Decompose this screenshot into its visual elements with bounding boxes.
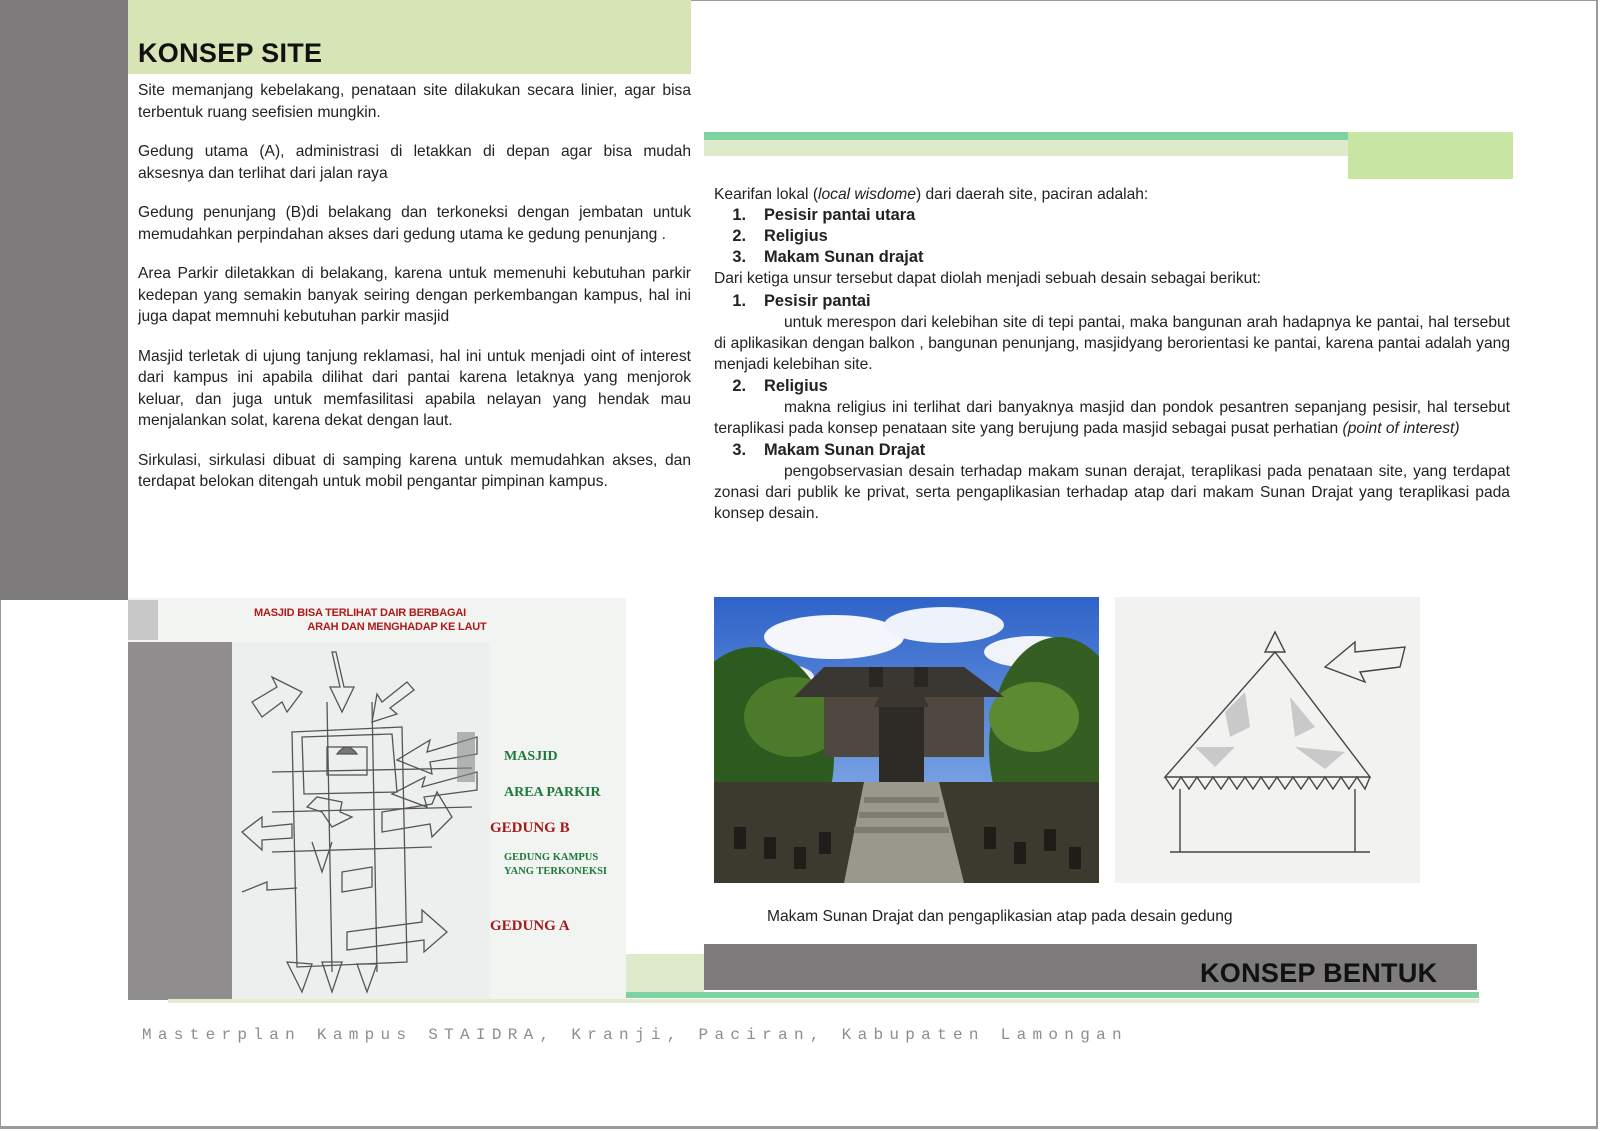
design-item-heading: [714, 440, 1510, 461]
site-paragraph: Gedung penunjang (B)di belakang dan terkoneksi dengan jembatan untuk memudahkan perpindahan akses dari gedung utama ke gedung penunjang .: [138, 204, 691, 243]
accent-light-band: [704, 140, 1348, 156]
section-title-site: KONSEP SITE: [138, 38, 323, 68]
list-label: Religius: [764, 227, 828, 245]
design-item-text: untuk merespon dari kelebihan site di tepi pantai, maka bangunan arah hadapnya ke pantai, hal tersebut di aplikasikan dengan balkon , bangunan penunjang, masjidyang berorientasi ke pantai, karena pantai adalah yang menjadi kelebihan site.: [714, 314, 1510, 373]
item-label: Religius: [764, 377, 828, 395]
item-number: 1.: [732, 292, 746, 310]
label-area-parkir: AREA PARKIR: [504, 785, 601, 800]
sketch-gray-strip: [128, 642, 232, 1000]
bottom-light-line: [168, 999, 1479, 1003]
site-description: [138, 80, 691, 511]
label-gedung-kampus-line: YANG TERKONEKSI: [504, 866, 607, 877]
makam-sunan-drajat-photo: [714, 597, 1099, 883]
item-number: 3.: [732, 441, 746, 459]
section-title-bentuk: KONSEP BENTUK: [1200, 958, 1438, 988]
label-gedung-kampus: [504, 851, 607, 879]
intro-text: ) dari daerah site, paciran adalah:: [915, 186, 1149, 203]
list-item: [714, 205, 1510, 226]
label-gedung-b: GEDUNG B: [490, 820, 570, 836]
site-paragraph: Site memanjang kebelakang, penataan site dilakukan secara linier, agar bisa terbentuk ruang seefisien mungkin.: [138, 82, 691, 121]
list-number: 2.: [732, 227, 746, 245]
list-number: 3.: [732, 248, 746, 266]
sketch-caption-line: ARAH DAN MENGHADAP KE LAUT: [307, 621, 487, 633]
label-masjid: MASJID: [504, 749, 558, 764]
intro-text: Kearifan lokal (: [714, 186, 819, 203]
footer-project-title: Masterplan Kampus STAIDRA, Kranji, Paciran, Kabupaten Lamongan: [142, 1026, 1128, 1044]
list-label: Pesisir pantai utara: [764, 206, 916, 224]
site-plan-sketch: [232, 642, 490, 1000]
design-item-heading: [714, 291, 1510, 312]
list-item: [714, 226, 1510, 247]
left-gray-bar: [0, 0, 128, 600]
design-item-text: [714, 397, 1510, 439]
site-paragraph: Gedung utama (A), administrasi di letakkan di depan agar bisa mudah aksesnya dan terlihat dari jalan raya: [138, 143, 691, 182]
list-label: Makam Sunan drajat: [764, 248, 924, 266]
bottom-green-line: [626, 992, 1479, 998]
photo-caption: Makam Sunan Drajat dan pengaplikasian atap pada desain gedung: [767, 908, 1233, 925]
item-label: Makam Sunan Drajat: [764, 441, 926, 459]
item-label: Pesisir pantai: [764, 292, 871, 310]
item-italic: (point of interest): [1342, 420, 1460, 437]
site-paragraph: Area Parkir diletakkan di belakang, karena untuk memenuhi kebutuhan parkir kedepan yang semakin banyak seiring dengan perkembangan kampus, hal ini juga dapat memnuhi kebutuhan parkir masjid: [138, 265, 691, 325]
list-item: [714, 247, 1510, 268]
intro-italic: local wisdome: [818, 186, 916, 203]
sketch-caption: [160, 606, 560, 634]
accent-green-block: [1348, 132, 1513, 179]
label-gedung-a: GEDUNG A: [490, 918, 570, 934]
kearifan-lokal-text: [714, 184, 1510, 524]
roof-sketch-image: [1115, 597, 1420, 883]
sketch-caption-line: MASJID BISA TERLIHAT DAIR BERBAGAI: [254, 607, 466, 619]
kearifan-intro: [714, 184, 1510, 205]
item-number: 2.: [732, 377, 746, 395]
design-item-text: pengobservasian desain terhadap makam sunan derajat, teraplikasi pada penataan site, yang terdapat zonasi dari publik ke privat, serta pengaplikasian terhadap atap dari makam Sunan Drajat yang teraplikasi pada konsep desain.: [714, 463, 1510, 522]
list-number: 1.: [732, 206, 746, 224]
label-gedung-kampus-line: GEDUNG KAMPUS: [504, 852, 599, 863]
sketch-corner-block: [128, 600, 158, 640]
design-item-heading: [714, 376, 1510, 397]
kearifan-transition: Dari ketiga unsur tersebut dapat diolah menjadi sebuah desain sebagai berikut:: [714, 270, 1261, 287]
roof-sketch-illustration: [1115, 597, 1420, 883]
item-text: makna religius ini terlihat dari banyaknya masjid dan pondok pesantren sepanjang pesisir, hal tersebut teraplikasi pada konsep penataan site yang berujung pada masjid sebagai pusat perhatian: [714, 399, 1510, 437]
site-paragraph: Masjid terletak di ujung tanjung reklamasi, hal ini untuk menjadi oint of interest dari kampus ini apabila dilihat dari pantai karena letaknya yang menjorok keluar, dan juga untuk memfasilitasi apabila nelayan yang hendak mau menjalankan solat, karena dekat dengan laut.: [138, 347, 691, 429]
bottom-light-block: [626, 954, 704, 992]
makam-photo-illustration: [714, 597, 1099, 883]
site-sketch-image: [232, 642, 490, 1000]
accent-green-line: [704, 132, 1348, 140]
site-paragraph: Sirkulasi, sirkulasi dibuat di samping karena untuk memudahkan akses, dan terdapat belokan ditengah untuk mobil pengantar pimpinan kampus.: [138, 451, 691, 490]
